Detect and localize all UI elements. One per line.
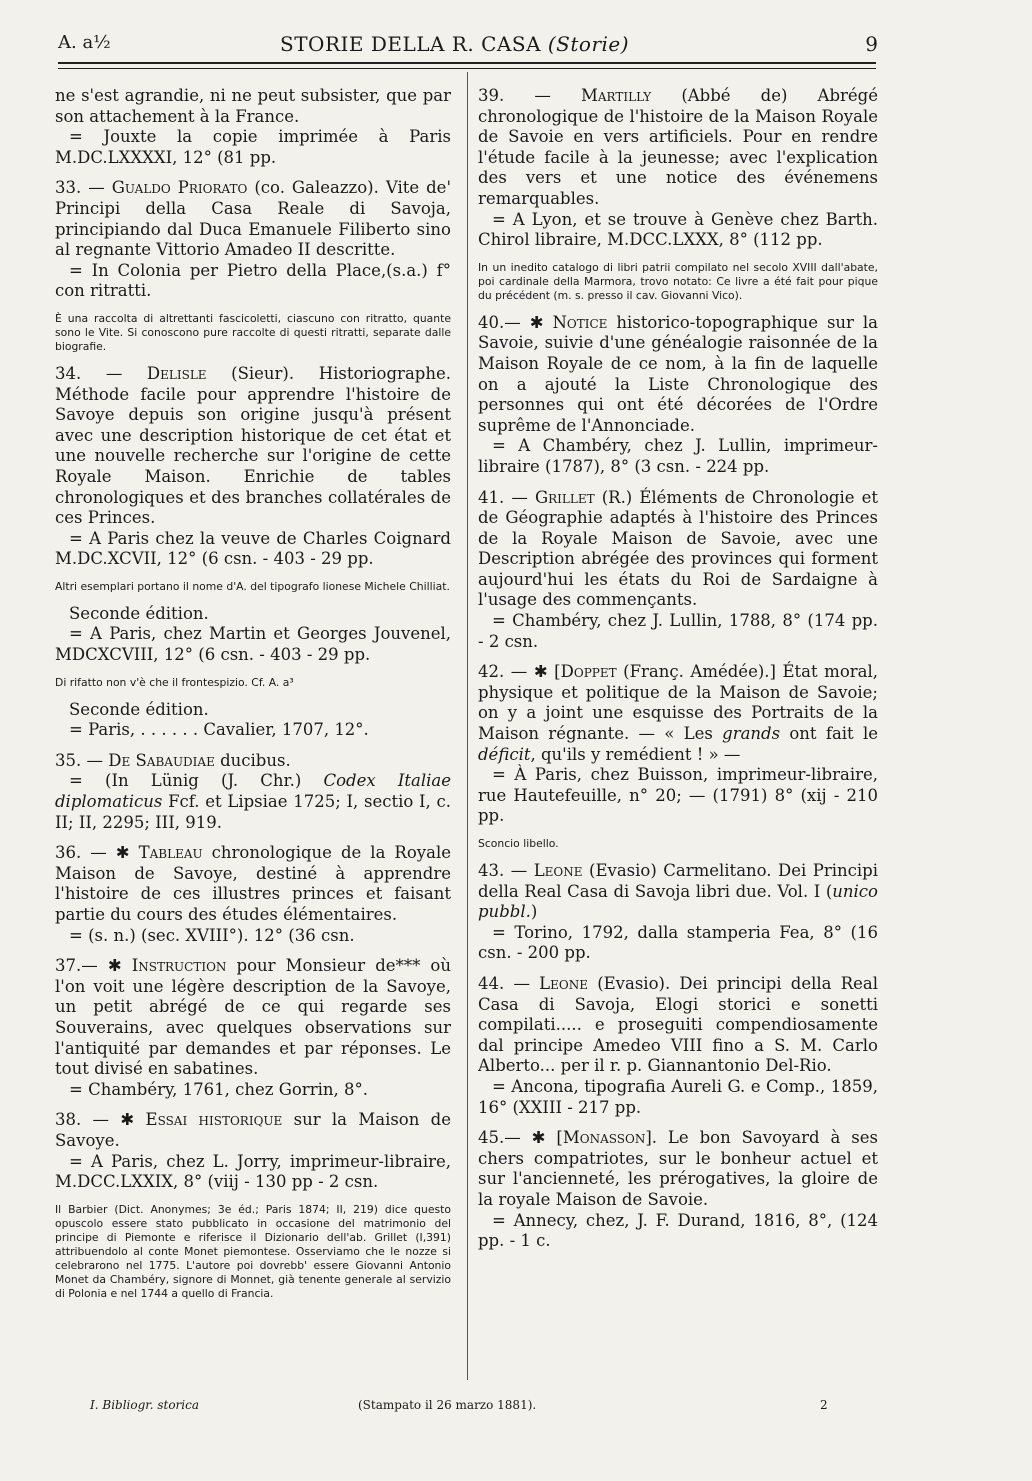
entry-imprint: = A Paris, chez L. Jorry, imprimeur-libraire, M.DCC.LXXIX, 8° (viij - 130 pp - 2 csn.: [55, 1151, 451, 1192]
entry-imprint: = Jouxte la copie imprimée à Paris M.DC.LXXXXI, 12° (81 pp.: [55, 127, 451, 167]
entry-author: Doppet: [560, 662, 617, 682]
entry-text: ): [530, 902, 538, 922]
running-title: [280, 32, 629, 56]
entry-number: 38. — ✱: [55, 1110, 135, 1130]
entry-number: 40.— ✱: [478, 312, 544, 332]
entry-41: [478, 488, 878, 653]
entry-number: 45.— ✱ [: [478, 1128, 563, 1148]
entry-number: 44. —: [478, 973, 530, 993]
entry-text: pour Monsieur de*** où l'on voit une légère description de la Savoye, un petit abrégé de ce qui regarde ses Souverains, avec quelques observations sur l'antiquité par demandes et par réponses. Le tout divisé en sabatines.: [55, 956, 451, 1079]
entry-45: [478, 1128, 878, 1252]
entry-42: [478, 662, 878, 827]
column-divider: [467, 72, 468, 1380]
entry-35: [55, 751, 451, 833]
entry-emphasis: grands: [722, 724, 781, 744]
entry-continuation: [55, 86, 451, 168]
signature-mark: A. a½: [58, 32, 111, 53]
entry-text: (Franç. Amédée).] État moral, physique et politique de la Maison de Savoie; on y a joint une esquisse des Portraits de la Maison régnante. — « Les: [478, 662, 878, 744]
entry-imprint: = Ancona, tipografia Aureli G. e Comp., 1859, 16° (XXIII - 217 pp.: [478, 1076, 878, 1117]
entry-text: sur la Maison de Savoye.: [55, 1110, 451, 1150]
entry-number: 33. —: [55, 178, 105, 198]
entry-note: In un inedito catalogo di libri patrii compilato nel secolo XVIII dall'abate, poi cardinale della Marmora, trovo notato: Ce livre a été fait pour pique du précédent (m. s. presso il cav. Giovanni Vico).: [478, 260, 878, 302]
entry-36: [55, 843, 451, 946]
entry-emphasis: unico pubbl.: [478, 881, 878, 922]
entry-emphasis: déficit: [478, 744, 531, 764]
entry-author: Notice: [552, 312, 608, 332]
entry-author: De Sabaudiae: [108, 750, 215, 770]
entry-author: Grillet: [534, 487, 595, 507]
entry-imprint: = Paris, . . . . . . Cavalier, 1707, 12°.: [69, 720, 369, 740]
entry-text: ducibus.: [220, 750, 291, 770]
imprint-part: Fcf. et Lipsiae 1725; I, sectio I, c. II; II, 2295; III, 919.: [55, 792, 451, 832]
running-title-text: STORIE DELLA R. CASA: [280, 32, 542, 56]
right-column: [478, 86, 878, 1386]
entry-number: 43. —: [478, 861, 528, 880]
entry-text: (Evasio) Carmelitano. Dei Principi della Real Casa di Savoja libri due. Vol. I (: [478, 861, 878, 901]
entry-number: 39. —: [478, 86, 551, 105]
edition-label: Seconde édition.: [69, 699, 209, 719]
entry-text: ]. Le bon Savoyard à ses chers compatriotes, sur le bonheur actuel et sur l'ancienneté, les prérogatives, la gloire de la royale Maison de Savoie.: [478, 1128, 878, 1209]
entry-number: 34. —: [55, 363, 123, 383]
entry-imprint: = A Paris, chez Martin et Georges Jouvenel, MDCXCVIII, 12° (6 csn. - 403 - 29 pp.: [55, 624, 451, 665]
entry-38: [55, 1110, 451, 1192]
entry-note: Altri esemplari portano il nome d'A. del tipografo lionese Michele Chilliat.: [55, 579, 450, 593]
entry-number: 41. —: [478, 487, 528, 507]
entry-text: , qu'ils y remédient ! » —: [530, 744, 741, 764]
entry-37: [55, 956, 451, 1100]
imprint-part: = (In Lünig (J. Chr.): [69, 771, 302, 791]
entry-imprint: = In Colonia per Pietro della Place,(s.a.) f° con ritratti.: [55, 260, 451, 301]
entry-text: ont fait le: [789, 724, 878, 744]
entry-author: Martilly: [580, 86, 652, 105]
entry-author: Leone: [539, 973, 588, 993]
footer-print-date: (Stampato il 26 marzo 1881).: [358, 1398, 537, 1412]
entry-author: Tableau: [138, 843, 203, 863]
entry-author: Leone: [533, 861, 583, 880]
entry-note: È una raccolta di altrettanti fascicoletti, ciascuno con ritratto, quante sono le Vite. Si conoscono pure raccolte di questi ritratti, separate dalle biografie.: [55, 311, 451, 353]
entry-34-edition-3: [55, 700, 451, 741]
page-number: 9: [865, 32, 878, 56]
entry-39: [478, 86, 878, 251]
entry-imprint: [55, 771, 451, 833]
entry-imprint: = À Paris, chez Buisson, imprimeur-libraire, rue Hautefeuille, n° 20; — (1791) 8° (xij - 210 pp.: [478, 765, 878, 826]
entry-imprint: = A Chambéry, chez J. Lullin, imprimeur-libraire (1787), 8° (3 csn. - 224 pp.: [478, 436, 878, 476]
entry-44: [478, 974, 878, 1118]
header-rule-thick: [58, 62, 876, 64]
entry-34-edition-2: [55, 604, 451, 666]
entry-34: [55, 364, 451, 570]
entry-author: Monasson: [562, 1128, 646, 1148]
entry-number: 36. — ✱: [55, 843, 130, 863]
entry-note: Di rifatto non v'è che il frontespizio. Cf. A. a³: [55, 675, 294, 689]
footer-signature: I. Bibliogr. storica: [90, 1398, 199, 1412]
entry-text: (co. Galeazzo). Vite de' Principi della Casa Reale di Savoja, principiando dal Duca Emanuele Filiberto sino al regnante Vittorio Amadeo II descritte.: [55, 178, 451, 260]
entry-imprint: = Torino, 1792, dalla stamperia Fea, 8° (16 csn. - 200 pp.: [478, 922, 878, 963]
entry-43: [478, 861, 878, 964]
entry-author: Instruction: [131, 956, 227, 976]
entry-number: 37.— ✱: [55, 956, 122, 976]
entry-imprint: = A Lyon, et se trouve à Genève chez Barth. Chirol libraire, M.DCC.LXXX, 8° (112 pp.: [478, 209, 878, 250]
entry-40: [478, 313, 878, 478]
footer-sheet-number: 2: [820, 1398, 828, 1412]
edition-label: Seconde édition.: [69, 603, 209, 623]
entry-number: 35. —: [55, 750, 103, 770]
entry-imprint: = A Paris chez la veuve de Charles Coignard M.DC.XCVII, 12° (6 csn. - 403 - 29 pp.: [55, 528, 451, 569]
entry-note: Il Barbier (Dict. Anonymes; 3e éd.; Paris 1874; II, 219) dice questo opuscolo essere stato pubblicato in occasione del matrimonio del principe di Piemonte e riferisce il Dizionario dell'ab. Grillet (I,391) attribuendolo al conte Monet piemontese. Osserviamo che le nozze si celebrarono nel 1775. L'autore poi dovrebb' essere Giovanni Antonio Monet da Chambéry, signore di Monnet, già tenente generale al servizio di Polonia e nel 1744 a quello di Francia.: [55, 1202, 451, 1300]
entry-imprint: = (s. n.) (sec. XVIII°). 12° (36 csn.: [69, 925, 355, 945]
entry-text: (Evasio). Dei principi della Real Casa di Savoja, Elogi storici e sonetti compilati..... e proseguiti compendiosamente dal principe Amedeo VIII fino a S. M. Carlo Alberto... per il r. p. Giannantonio Del-Rio.: [478, 973, 878, 1076]
entry-author: Gualdo Priorato: [111, 178, 248, 198]
entry-author: Essai historique: [145, 1110, 283, 1130]
entry-text: (R.) Éléments de Chronologie et de Géographie adaptés à l'histoire des Princes de la Royale Maison de Savoie, avec une Description abrégée des provinces qui forment aujourd'hui les états du Roi de Sardaigne à l'usage des commençants.: [478, 487, 878, 610]
entry-text: (Abbé de) Abrégé chronologique de l'histoire de la Maison Royale de Savoie en vers artificiels. Pour en rendre l'étude facile à la jeunesse; avec l'explication des vers et une notice des événemens remarquables.: [478, 86, 878, 208]
header-rule-thin: [58, 68, 876, 69]
entry-33: [55, 178, 451, 302]
entry-imprint: = Chambéry, chez J. Lullin, 1788, 8° (174 pp. - 2 csn.: [478, 611, 878, 651]
left-column: [55, 86, 451, 1386]
entry-text: (Sieur). Historiographe. Méthode facile pour apprendre l'histoire de Savoye depuis son origine jusqu'à présent avec une description historique de cet état et une nouvelle recherche sur l'origine de cette Royale Maison. Enrichie de tables chronologiques et des branches collatérales de ces Princes.: [55, 363, 451, 528]
entry-note: Sconcio libello.: [478, 837, 559, 850]
running-title-italic: (Storie): [547, 32, 630, 56]
entry-number: 42. — ✱ [: [478, 662, 561, 682]
entry-text: chronologique de la Royale Maison de Savoye, destiné à apprendre l'histoire de ces illustres princes et faisant partie du cours des études élémentaires.: [55, 843, 451, 924]
entry-text: historico-topographique sur la Savoie, suivie d'une généalogie raisonnée de la Maison Royale de ce nom, à la fin de laquelle on a ajouté la Liste Chronologique des personnes qui ont été décorées de l'Ordre suprême de l'Annonciade.: [478, 312, 878, 435]
imprint-title: Codex Italiae diplomaticus: [55, 771, 451, 812]
entry-imprint: = Chambéry, 1761, chez Gorrin, 8°.: [69, 1079, 368, 1099]
entry-author: Delisle: [146, 363, 207, 383]
entry-imprint: = Annecy, chez, J. F. Durand, 1816, 8°, (124 pp. - 1 c.: [478, 1210, 878, 1251]
entry-text: ne s'est agrandie, ni ne peut subsister, que par son attachement à la France.: [55, 86, 451, 126]
